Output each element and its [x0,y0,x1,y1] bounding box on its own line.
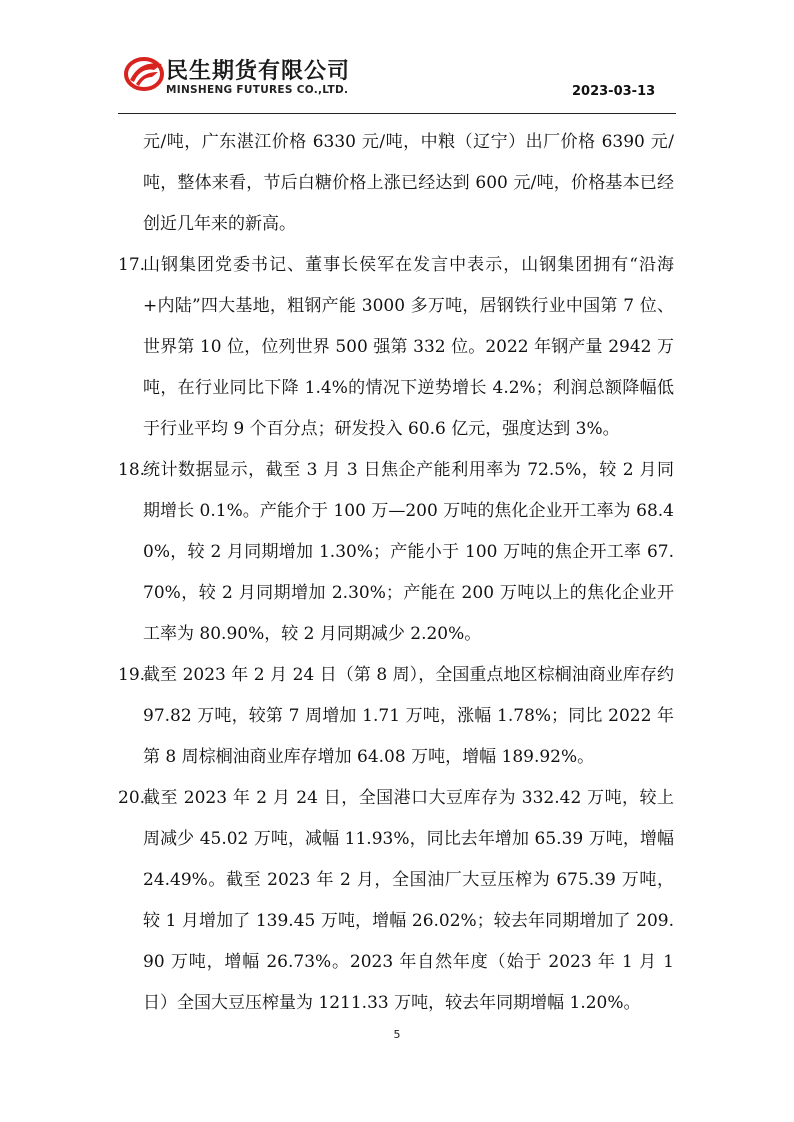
report-date: 2023-03-13 [572,84,656,99]
news-item-17 [118,245,674,450]
item-number: 17. [118,255,146,275]
company-name-en: MINSHENG FUTURES CO.,LTD. [166,84,349,96]
paragraph-text: 截至 2023 年 2 月 24 日（第 8 周），全国重点地区棕榈油商业库存约 97.82 万吨，较第 7 周增加 1.71 万吨，涨幅 1.78%；同比 2022 年第 8 周棕榈油商业库存增加 64.08 万吨，增幅 189.92%。 [143,665,674,767]
company-name-cn: 民生期货有限公司 [166,59,351,84]
page-header [0,0,794,120]
item-number: 18. [118,460,146,480]
news-item-20 [118,778,674,1024]
page-number: 5 [393,1028,401,1041]
news-item-19 [118,655,674,778]
news-item-18 [118,450,674,655]
article-body [118,122,674,1024]
paragraph-text: 统计数据显示，截至 3 月 3 日焦企产能利用率为 72.5%，较 2 月同期增长 0.1%。产能介于 100 万—200 万吨的焦化企业开工率为 68.40%，较 2 月同期增加 1.30%；产能小于 100 万吨的焦企开工率 67.70%，较 2 月同期增加 2.30%；产能在 200 万吨以上的焦化企业开工率为 80.90%，较 2 月同期减少 2.20%。 [143,460,674,644]
item-number: 20. [118,788,146,808]
paragraph-text: 山钢集团党委书记、董事长侯军在发言中表示，山钢集团拥有“沿海+内陆”四大基地，粗钢产能 3000 多万吨，居钢铁行业中国第 7 位、世界第 10 位，位列世界 500 强第 332 位。2022 年钢产量 2942 万吨，在行业同比下降 1.4%的情况下逆势增长 4.2%；利润总额降幅低于行业平均 9 个百分点；研发投入 60.6 亿元，强度达到 3%。 [143,255,674,439]
item-number: 19. [118,665,146,685]
paragraph-text: 元/吨，广东湛江价格 6330 元/吨，中粮（辽宁）出厂价格 6390 元/吨，整体来看，节后白糖价格上涨已经达到 600 元/吨，价格基本已经创近几年来的新高。 [143,132,674,234]
company-logo-icon [124,56,164,92]
paragraph-continued [118,122,674,245]
paragraph-text: 截至 2023 年 2 月 24 日，全国港口大豆库存为 332.42 万吨，较上周减少 45.02 万吨，减幅 11.93%，同比去年增加 65.39 万吨，增幅 24.49%。截至 2023 年 2 月，全国油厂大豆压榨为 675.39 万吨，较 1 月增加了 139.45 万吨，增幅 26.02%；较去年同期增加了 209.90 万吨，增幅 26.73%。2023 年自然年度（始于 2023 年 1 月 1 日）全国大豆压榨量为 1211.33 万吨，较去年同期增幅 1.20%。 [143,788,674,1013]
header-divider [118,113,676,114]
